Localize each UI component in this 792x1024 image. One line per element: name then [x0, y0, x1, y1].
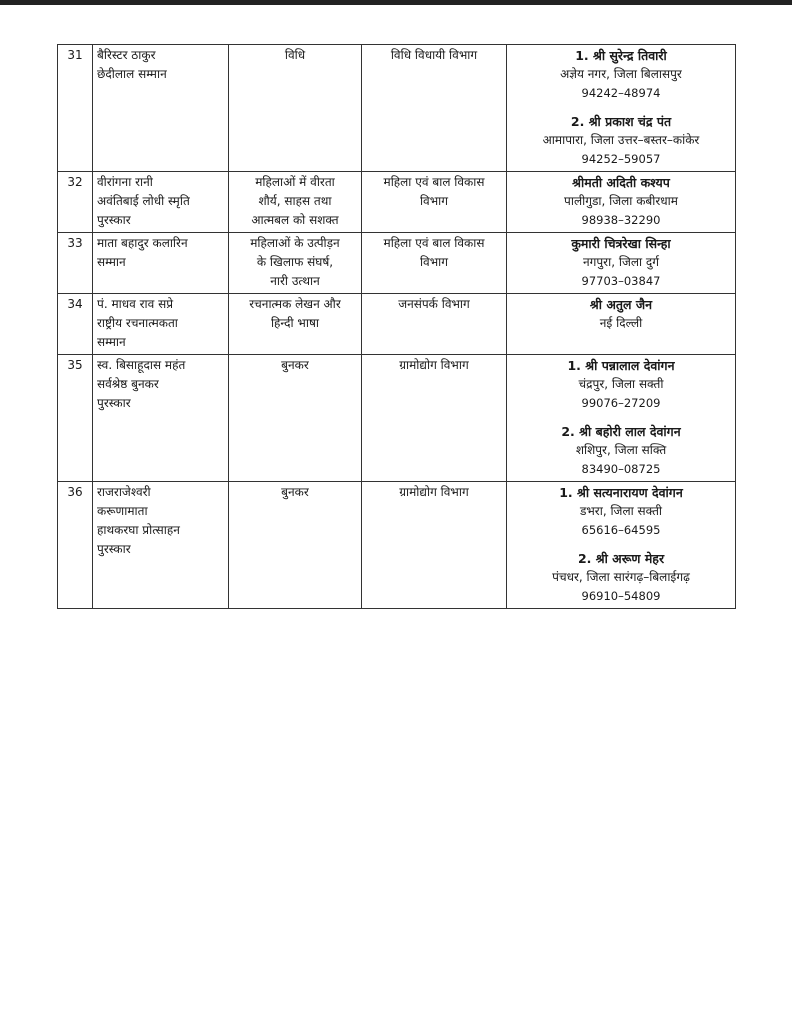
- winner-phone: 94252–59057: [581, 152, 661, 166]
- department-line: ग्रामोद्योग विभाग: [399, 485, 469, 499]
- winner-phone: 99076–27209: [581, 396, 661, 410]
- department-line: जनसंपर्क विभाग: [398, 297, 470, 311]
- award-name-line: पुरस्कार: [97, 396, 131, 410]
- award-area-line: बुनकर: [281, 358, 309, 372]
- award-name-line: पुरस्कार: [97, 542, 131, 556]
- serial-number: 33: [67, 236, 83, 250]
- winner-place: अज्ञेय नगर, जिला बिलासपुर: [560, 67, 682, 81]
- winners-cell: [507, 45, 736, 172]
- table-row: [58, 233, 736, 294]
- winner-entry: [511, 295, 731, 333]
- department-line: ग्रामोद्योग विभाग: [399, 358, 469, 372]
- winner-phone: 97703–03847: [581, 274, 661, 288]
- winner-entry: [511, 422, 731, 479]
- table-row: [58, 294, 736, 355]
- winner-phone: 96910–54809: [581, 589, 661, 603]
- winner-place: नगपुरा, जिला दुर्ग: [582, 255, 660, 269]
- winner-name: श्री अतुल जैन: [589, 297, 653, 312]
- table-row: [58, 355, 736, 482]
- winner-entry: [511, 173, 731, 230]
- winner-phone: 65616–64595: [581, 523, 661, 537]
- department-line: महिला एवं बाल विकास: [383, 236, 485, 250]
- winner-place: पालीगुडा, जिला कबीरधाम: [564, 194, 678, 208]
- award-name-line: पुरस्कार: [97, 213, 131, 227]
- award-name-cell: [93, 294, 229, 355]
- winner-phone: 83490–08725: [581, 462, 661, 476]
- award-area-cell: [229, 233, 362, 294]
- serial-number-cell: [58, 355, 93, 482]
- award-name-cell: [93, 482, 229, 609]
- table-row: [58, 45, 736, 172]
- winners-cell: [507, 233, 736, 294]
- table-row: [58, 172, 736, 233]
- department-cell: [362, 172, 507, 233]
- award-name-line: हाथकरघा प्रोत्साहन: [97, 523, 180, 537]
- award-area-line: के खिलाफ संघर्ष,: [256, 255, 334, 269]
- winners-cell: [507, 355, 736, 482]
- winner-phone: 98938–32290: [581, 213, 661, 227]
- award-area-line: महिलाओं के उत्पीड़न: [250, 236, 340, 250]
- award-name-line: करूणामाता: [97, 504, 148, 518]
- award-name-line: पं. माधव राव सप्रे: [97, 297, 174, 311]
- serial-number: 32: [67, 175, 83, 189]
- award-area-cell: [229, 294, 362, 355]
- winner-entry: [511, 483, 731, 540]
- award-area-line: महिलाओं में वीरता: [255, 175, 335, 189]
- award-area-cell: [229, 355, 362, 482]
- serial-number: 34: [67, 297, 83, 311]
- winner-name: 1. श्री पन्नालाल देवांगन: [567, 358, 675, 373]
- page-top-border: [0, 0, 792, 5]
- award-area-line: शौर्य, साहस तथा: [258, 194, 332, 208]
- winner-place: नई दिल्ली: [599, 316, 643, 330]
- winner-phone: 94242–48974: [581, 86, 661, 100]
- department-cell: [362, 45, 507, 172]
- serial-number: 31: [67, 48, 83, 62]
- winner-place: चंद्रपुर, जिला सक्ती: [578, 377, 664, 391]
- award-name-cell: [93, 172, 229, 233]
- award-area-cell: [229, 45, 362, 172]
- serial-number-cell: [58, 482, 93, 609]
- winner-entry: [511, 112, 731, 169]
- award-name-line: सर्वश्रेष्ठ बुनकर: [97, 377, 159, 391]
- department-line: विभाग: [419, 194, 449, 208]
- winner-place: शशिपुर, जिला सक्ति: [575, 443, 667, 457]
- award-area-line: नारी उत्थान: [270, 274, 320, 288]
- department-line: विभाग: [419, 255, 449, 269]
- award-name-cell: [93, 233, 229, 294]
- winner-entry: [511, 356, 731, 413]
- award-name-line: स्व. बिसाहूदास महंत: [97, 358, 186, 372]
- serial-number-cell: [58, 294, 93, 355]
- award-name-line: माता बहादुर कलारिन: [97, 236, 188, 250]
- winner-name: 2. श्री अरूण मेहर: [577, 551, 665, 566]
- award-area-line: हिन्दी भाषा: [270, 316, 320, 330]
- award-area-line: बुनकर: [281, 485, 309, 499]
- serial-number: 35: [67, 358, 83, 372]
- serial-number-cell: [58, 45, 93, 172]
- award-name-cell: [93, 45, 229, 172]
- winners-cell: [507, 482, 736, 609]
- award-name-line: सम्मान: [97, 255, 126, 269]
- award-name-line: राष्ट्रीय रचनात्मकता: [97, 316, 178, 330]
- department-cell: [362, 233, 507, 294]
- winners-cell: [507, 172, 736, 233]
- award-area-cell: [229, 172, 362, 233]
- department-cell: [362, 294, 507, 355]
- awards-table: [57, 44, 736, 609]
- winner-name: कुमारी चित्ररेखा सिन्हा: [571, 236, 671, 251]
- award-name-line: वीरांगना रानी: [97, 175, 153, 189]
- winner-entry: [511, 46, 731, 103]
- department-line: विधि विधायी विभाग: [390, 48, 478, 62]
- table-row: [58, 482, 736, 609]
- serial-number-cell: [58, 172, 93, 233]
- winner-place: पंचधर, जिला सारंगढ़–बिलाईगढ़: [552, 570, 690, 584]
- award-area-line: आत्मबल को सशक्त: [251, 213, 339, 227]
- winner-place: डभरा, जिला सक्ती: [579, 504, 663, 518]
- serial-number-cell: [58, 233, 93, 294]
- department-cell: [362, 482, 507, 609]
- award-name-line: छेदीलाल सम्मान: [97, 67, 167, 81]
- winner-entry: [511, 549, 731, 606]
- department-cell: [362, 355, 507, 482]
- award-name-cell: [93, 355, 229, 482]
- department-line: महिला एवं बाल विकास: [383, 175, 485, 189]
- winner-name: 1. श्री सुरेन्द्र तिवारी: [575, 48, 667, 63]
- winner-name: 2. श्री बहोरी लाल देवांगन: [561, 424, 681, 439]
- awards-table-body: [58, 45, 736, 609]
- award-area-line: विधि: [284, 48, 306, 62]
- award-name-line: सम्मान: [97, 335, 126, 349]
- serial-number: 36: [67, 485, 83, 499]
- winners-cell: [507, 294, 736, 355]
- winner-entry: [511, 234, 731, 291]
- winner-name: श्रीमती अदिती कश्यप: [572, 175, 670, 190]
- award-name-line: अवंतिबाई लोधी स्मृति: [97, 194, 190, 208]
- winner-name: 2. श्री प्रकाश चंद्र पंत: [570, 114, 672, 129]
- award-area-line: रचनात्मक लेखन और: [249, 297, 341, 311]
- winner-place: आमापारा, जिला उत्तर–बस्तर–कांकेर: [542, 133, 700, 147]
- award-area-cell: [229, 482, 362, 609]
- winner-name: 1. श्री सत्यनारायण देवांगन: [559, 485, 683, 500]
- award-name-line: बैरिस्टर ठाकुर: [97, 48, 156, 62]
- award-name-line: राजराजेश्वरी: [97, 485, 151, 499]
